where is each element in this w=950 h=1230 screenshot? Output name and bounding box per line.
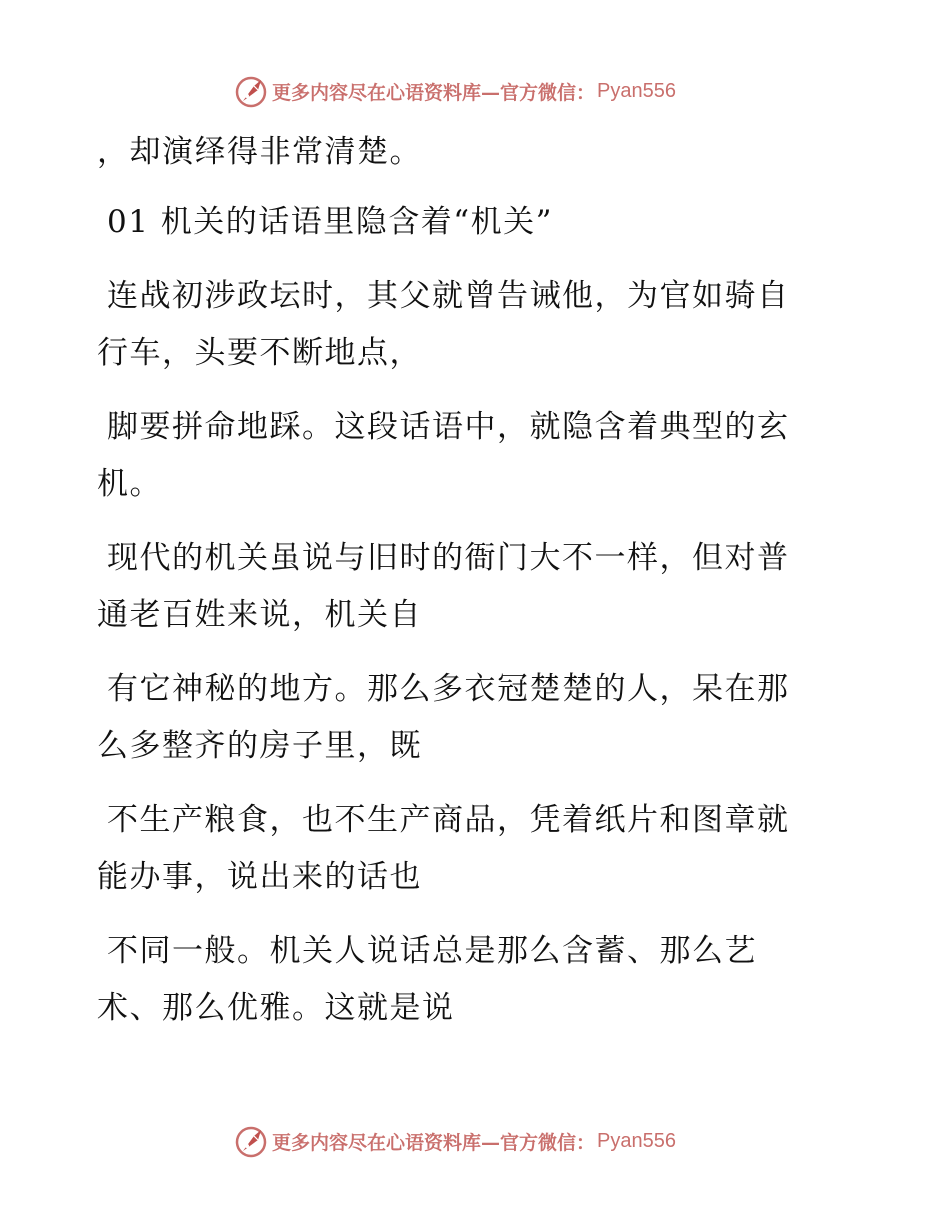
text-line: 连战初涉政坛时，其父就曾告诫他，为官如骑自 bbox=[107, 278, 790, 314]
text-line: 现代的机关虽说与旧时的衙门大不一样，但对普 bbox=[107, 540, 790, 576]
text-line: 能办事，说出来的话也 bbox=[97, 859, 422, 895]
pen-nib-logo-icon bbox=[234, 1124, 268, 1158]
banner-wechat-id: Pyan556 bbox=[597, 1129, 676, 1152]
text-line: 机。 bbox=[97, 466, 162, 502]
text-line: 不生产粮食，也不生产商品，凭着纸片和图章就 bbox=[107, 802, 790, 838]
banner-text: 更多内容尽在心语资料库—官方微信： bbox=[272, 81, 596, 104]
text-line: ，却演绎得非常清楚。 bbox=[97, 134, 422, 170]
text-line: 么多整齐的房子里，既 bbox=[97, 728, 422, 764]
text-line: 术、那么优雅。这就是说 bbox=[97, 990, 455, 1026]
banner-wechat-id: Pyan556 bbox=[597, 79, 676, 102]
text-line: 行车，头要不断地点， bbox=[97, 335, 422, 371]
banner-text: 更多内容尽在心语资料库—官方微信： bbox=[272, 1131, 596, 1154]
text-line: 有它神秘的地方。那么多衣冠楚楚的人，呆在那 bbox=[107, 671, 790, 707]
header-banner bbox=[234, 71, 676, 111]
footer-banner bbox=[234, 1121, 676, 1161]
text-line: 脚要拼命地踩。这段话语中，就隐含着典型的玄 bbox=[107, 409, 790, 445]
pen-nib-logo-icon bbox=[234, 74, 268, 108]
text-line: 不同一般。机关人说话总是那么含蓄、那么艺 bbox=[107, 933, 757, 969]
text-line: 通老百姓来说，机关自 bbox=[97, 597, 422, 633]
section-heading: 01 机关的话语里隐含着“机关” bbox=[107, 204, 553, 240]
